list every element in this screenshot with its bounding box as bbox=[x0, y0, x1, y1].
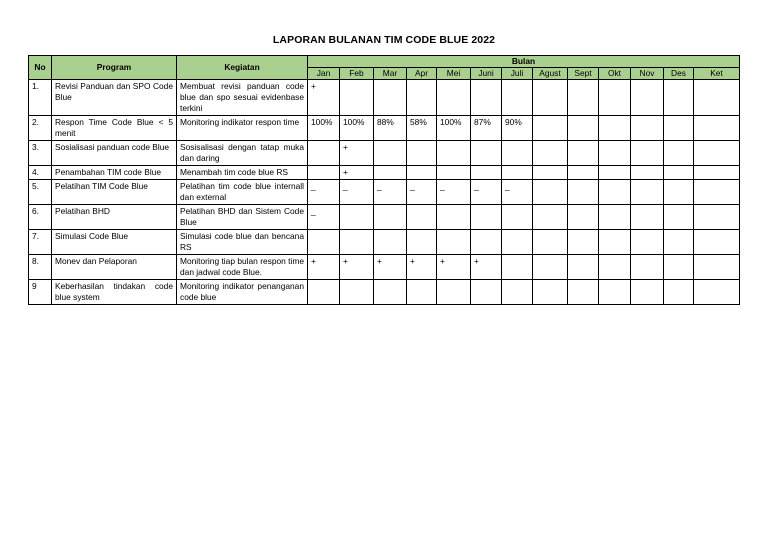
month-value-cell bbox=[533, 280, 568, 305]
month-value-cell bbox=[694, 80, 740, 116]
month-value-cell bbox=[568, 80, 599, 116]
header-month-nov: Nov bbox=[631, 68, 664, 80]
month-value-cell bbox=[308, 230, 340, 255]
month-value-cell bbox=[437, 141, 471, 166]
kegiatan-cell: Monitoring indikator penanganan code blue bbox=[177, 280, 308, 305]
month-value-cell bbox=[694, 280, 740, 305]
month-value-cell bbox=[694, 141, 740, 166]
row-number: 9 bbox=[29, 280, 52, 305]
month-value-cell bbox=[664, 205, 694, 230]
month-value-cell bbox=[568, 280, 599, 305]
month-value-cell bbox=[664, 116, 694, 141]
month-value-cell bbox=[664, 80, 694, 116]
month-value-cell bbox=[599, 280, 631, 305]
month-value-cell bbox=[664, 230, 694, 255]
report-table bbox=[28, 55, 740, 305]
month-value-cell bbox=[694, 230, 740, 255]
month-value-cell: _ bbox=[437, 180, 471, 205]
month-value-cell bbox=[374, 205, 407, 230]
month-value-cell bbox=[437, 230, 471, 255]
table-row bbox=[29, 166, 740, 180]
month-value-cell: 90% bbox=[502, 116, 533, 141]
month-value-cell bbox=[694, 116, 740, 141]
month-value-cell bbox=[407, 80, 437, 116]
month-value-cell bbox=[502, 166, 533, 180]
month-value-cell bbox=[340, 230, 374, 255]
header-month-ket: Ket bbox=[694, 68, 740, 80]
month-value-cell bbox=[407, 166, 437, 180]
month-value-cell bbox=[471, 141, 502, 166]
month-value-cell bbox=[664, 180, 694, 205]
table-row bbox=[29, 141, 740, 166]
month-value-cell bbox=[340, 280, 374, 305]
row-number: 3. bbox=[29, 141, 52, 166]
header-month-mar: Mar bbox=[374, 68, 407, 80]
month-value-cell bbox=[340, 80, 374, 116]
row-number: 6. bbox=[29, 205, 52, 230]
month-value-cell bbox=[664, 280, 694, 305]
month-value-cell bbox=[664, 141, 694, 166]
month-value-cell bbox=[664, 166, 694, 180]
month-value-cell bbox=[533, 80, 568, 116]
month-value-cell bbox=[694, 205, 740, 230]
month-value-cell bbox=[471, 230, 502, 255]
table-row bbox=[29, 255, 740, 280]
month-value-cell bbox=[533, 255, 568, 280]
month-value-cell: + bbox=[471, 255, 502, 280]
kegiatan-cell: Pelatihan tim code blue internall dan external bbox=[177, 180, 308, 205]
header-no: No bbox=[29, 56, 52, 80]
month-value-cell bbox=[471, 280, 502, 305]
month-value-cell: 88% bbox=[374, 116, 407, 141]
header-month-feb: Feb bbox=[340, 68, 374, 80]
month-value-cell bbox=[471, 166, 502, 180]
header-month-apr: Apr bbox=[407, 68, 437, 80]
month-value-cell bbox=[694, 180, 740, 205]
month-value-cell bbox=[308, 280, 340, 305]
month-value-cell bbox=[568, 141, 599, 166]
month-value-cell: _ bbox=[374, 180, 407, 205]
month-value-cell bbox=[437, 166, 471, 180]
month-value-cell bbox=[533, 230, 568, 255]
month-value-cell bbox=[374, 230, 407, 255]
row-number: 5. bbox=[29, 180, 52, 205]
month-value-cell: _ bbox=[502, 180, 533, 205]
month-value-cell bbox=[502, 80, 533, 116]
month-value-cell bbox=[568, 180, 599, 205]
kegiatan-cell: Menambah tim code blue RS bbox=[177, 166, 308, 180]
month-value-cell bbox=[599, 230, 631, 255]
month-value-cell bbox=[631, 166, 664, 180]
header-month-jan: Jan bbox=[308, 68, 340, 80]
month-value-cell bbox=[502, 280, 533, 305]
month-value-cell bbox=[533, 141, 568, 166]
month-value-cell: 100% bbox=[308, 116, 340, 141]
header-month-mei: Mei bbox=[437, 68, 471, 80]
month-value-cell bbox=[599, 180, 631, 205]
month-value-cell: 87% bbox=[471, 116, 502, 141]
month-value-cell: 58% bbox=[407, 116, 437, 141]
month-value-cell: + bbox=[374, 255, 407, 280]
month-value-cell bbox=[664, 255, 694, 280]
program-cell: Revisi Panduan dan SPO Code Blue bbox=[52, 80, 177, 116]
month-value-cell bbox=[471, 80, 502, 116]
month-value-cell: + bbox=[437, 255, 471, 280]
month-value-cell bbox=[502, 255, 533, 280]
month-value-cell bbox=[502, 141, 533, 166]
header-kegiatan: Kegiatan bbox=[177, 56, 308, 80]
month-value-cell: _ bbox=[407, 180, 437, 205]
header-month-okt: Okt bbox=[599, 68, 631, 80]
program-cell: Sosialisasi panduan code Blue bbox=[52, 141, 177, 166]
row-number: 7. bbox=[29, 230, 52, 255]
month-value-cell bbox=[599, 116, 631, 141]
kegiatan-cell: Membuat revisi panduan code blue dan spo sesuai evidenbase terkini bbox=[177, 80, 308, 116]
month-value-cell bbox=[694, 255, 740, 280]
table-row bbox=[29, 205, 740, 230]
month-value-cell bbox=[533, 205, 568, 230]
month-value-cell bbox=[502, 230, 533, 255]
month-value-cell bbox=[599, 205, 631, 230]
month-value-cell bbox=[533, 116, 568, 141]
row-number: 2. bbox=[29, 116, 52, 141]
month-value-cell: + bbox=[308, 255, 340, 280]
header-month-des: Des bbox=[664, 68, 694, 80]
month-value-cell bbox=[308, 141, 340, 166]
month-value-cell bbox=[599, 255, 631, 280]
table-row bbox=[29, 280, 740, 305]
month-value-cell: _ bbox=[471, 180, 502, 205]
month-value-cell bbox=[407, 205, 437, 230]
program-cell: Penambahan TIM code Blue bbox=[52, 166, 177, 180]
table-row bbox=[29, 80, 740, 116]
kegiatan-cell: Monitoring indikator respon time bbox=[177, 116, 308, 141]
month-value-cell bbox=[631, 205, 664, 230]
header-month-juli: Juli bbox=[502, 68, 533, 80]
month-value-cell bbox=[631, 141, 664, 166]
month-value-cell: _ bbox=[308, 205, 340, 230]
month-value-cell: + bbox=[407, 255, 437, 280]
month-value-cell bbox=[599, 166, 631, 180]
kegiatan-cell: Simulasi code blue dan bencana RS bbox=[177, 230, 308, 255]
row-number: 4. bbox=[29, 166, 52, 180]
report-title: LAPORAN BULANAN TIM CODE BLUE 2022 bbox=[272, 34, 496, 46]
month-value-cell bbox=[437, 205, 471, 230]
month-value-cell bbox=[471, 205, 502, 230]
month-value-cell bbox=[407, 141, 437, 166]
month-value-cell bbox=[631, 80, 664, 116]
month-value-cell bbox=[631, 180, 664, 205]
month-value-cell bbox=[631, 116, 664, 141]
month-value-cell bbox=[568, 116, 599, 141]
month-value-cell: + bbox=[340, 166, 374, 180]
program-cell: Pelatihan TIM Code Blue bbox=[52, 180, 177, 205]
kegiatan-cell: Pelatihan BHD dan Sistem Code Blue bbox=[177, 205, 308, 230]
table-row bbox=[29, 116, 740, 141]
month-value-cell bbox=[694, 166, 740, 180]
month-value-cell: _ bbox=[308, 180, 340, 205]
program-cell: Simulasi Code Blue bbox=[52, 230, 177, 255]
month-value-cell bbox=[437, 280, 471, 305]
program-cell: Keberhasilan tindakan code blue system bbox=[52, 280, 177, 305]
program-cell: Monev dan Pelaporan bbox=[52, 255, 177, 280]
header-program: Program bbox=[52, 56, 177, 80]
month-value-cell bbox=[374, 166, 407, 180]
month-value-cell bbox=[599, 80, 631, 116]
header-month-juni: Juni bbox=[471, 68, 502, 80]
month-value-cell bbox=[568, 230, 599, 255]
row-number: 1. bbox=[29, 80, 52, 116]
table-row bbox=[29, 180, 740, 205]
month-value-cell bbox=[631, 255, 664, 280]
table-row bbox=[29, 230, 740, 255]
month-value-cell: 100% bbox=[437, 116, 471, 141]
header-month-agust: Agust bbox=[533, 68, 568, 80]
month-value-cell bbox=[533, 166, 568, 180]
month-value-cell: + bbox=[308, 80, 340, 116]
month-value-cell: + bbox=[340, 141, 374, 166]
month-value-cell bbox=[631, 230, 664, 255]
month-value-cell bbox=[308, 166, 340, 180]
month-value-cell: _ bbox=[340, 180, 374, 205]
month-value-cell bbox=[374, 280, 407, 305]
month-value-cell: 100% bbox=[340, 116, 374, 141]
month-value-cell bbox=[340, 205, 374, 230]
month-value-cell bbox=[374, 80, 407, 116]
month-value-cell bbox=[407, 230, 437, 255]
program-cell: Respon Time Code Blue < 5 menit bbox=[52, 116, 177, 141]
month-value-cell bbox=[502, 205, 533, 230]
kegiatan-cell: Sosisalisasi dengan tatap muka dan daring bbox=[177, 141, 308, 166]
month-value-cell bbox=[437, 80, 471, 116]
month-value-cell bbox=[631, 280, 664, 305]
month-value-cell: + bbox=[340, 255, 374, 280]
header-month-sept: Sept bbox=[568, 68, 599, 80]
month-value-cell bbox=[374, 141, 407, 166]
program-cell: Pelatihan BHD bbox=[52, 205, 177, 230]
month-value-cell bbox=[533, 180, 568, 205]
header-bulan: Bulan bbox=[308, 56, 740, 68]
kegiatan-cell: Monitoring tiap bulan respon time dan jadwal code Blue. bbox=[177, 255, 308, 280]
month-value-cell bbox=[568, 166, 599, 180]
row-number: 8. bbox=[29, 255, 52, 280]
month-value-cell bbox=[568, 205, 599, 230]
month-value-cell bbox=[568, 255, 599, 280]
month-value-cell bbox=[407, 280, 437, 305]
month-value-cell bbox=[599, 141, 631, 166]
